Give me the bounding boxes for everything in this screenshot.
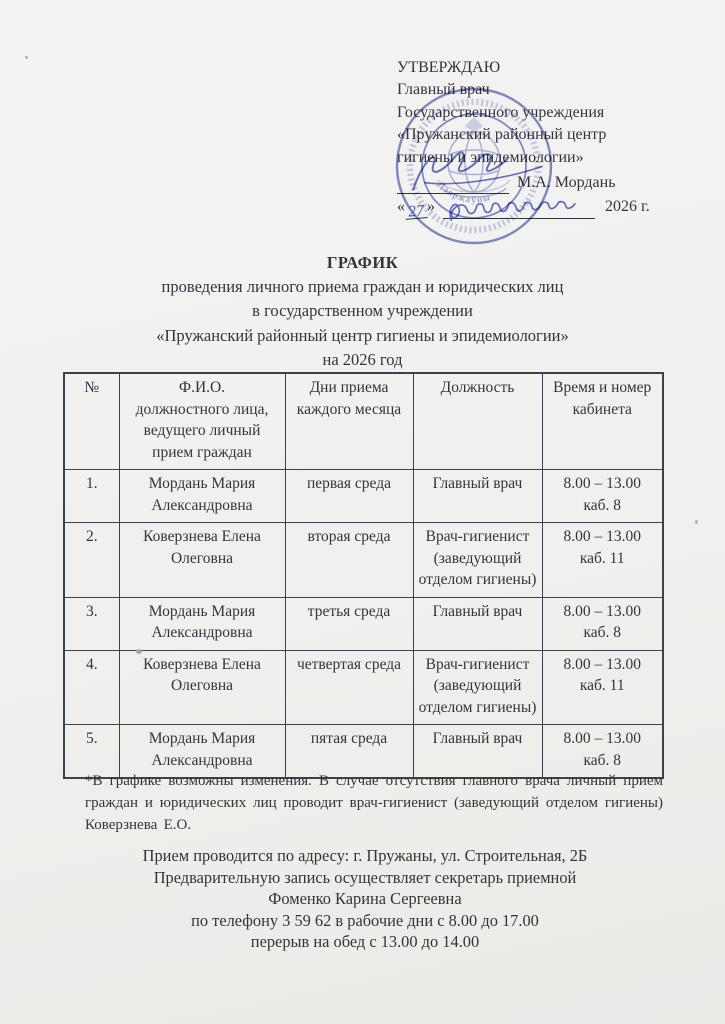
cell-position: Главный врач [413,470,542,523]
approver-name: М.А. Мордань [517,174,616,192]
table-row [64,597,663,650]
cell-name: Мордань Мария Александровна [119,470,285,523]
cell-name: Мордань Мария Александровна [119,725,285,779]
cell-days: первая среда [285,470,413,523]
title-line: на 2026 год [322,349,403,369]
scan-smudge [136,649,142,654]
title-line: проведения личного приема граждан и юридических лиц [161,277,564,297]
table-header-row [64,373,663,470]
cell-days: третья среда [285,597,413,650]
col-header-time: Время и номер кабинета [542,373,663,470]
title-line: «Пружанский районный центр гигиены и эпидемиологии» [156,325,569,345]
col-header-number: № [64,373,119,470]
quote-close: » [427,198,435,216]
scan-smudge [25,56,28,59]
col-header-position: Должность [413,373,542,470]
cell-name: Коверзнева Елена Олеговна [119,523,285,598]
cell-time: 8.00 – 13.00 каб. 11 [542,650,663,725]
title-line-main: ГРАФИК [326,253,399,272]
approval-line: «Пружанский районный центр [397,126,607,144]
cell-number: 1. [64,470,119,523]
cell-days: четвертая среда [285,650,413,725]
contact-line-address: Прием проводится по адресу: г. Пружаны, ул. Строительная, 2Б [142,846,588,865]
cell-name: Коверзнева Елена Олеговна [119,650,285,725]
cell-position: Главный врач [413,597,542,650]
contact-line-secretary: Фоменко Карина Сергеевна [268,889,462,909]
document-title [0,251,725,372]
cell-number: 4. [64,650,119,725]
table-row [64,725,663,779]
table-row [64,470,663,523]
cell-number: 5. [64,725,119,779]
handwritten-signature [402,143,552,193]
cell-number: 3. [64,597,119,650]
quote-open: « [397,198,405,216]
handwritten-day: 27 [404,200,427,220]
cell-days: пятая среда [285,725,413,779]
stamp-visible-text: Дзяржаўны [435,179,493,206]
col-header-name: Ф.И.О. должностного лица, ведущего личный прием граждан [119,373,285,470]
cell-days: вторая среда [285,523,413,598]
approval-line: Главный врач [397,81,490,99]
cell-number: 2. [64,523,119,598]
cell-position: Врач-гигиенист (заведующий отделом гигиены) [413,650,542,725]
cell-time: 8.00 – 13.00 каб. 11 [542,523,663,598]
cell-time: 8.00 – 13.00 каб. 8 [542,470,663,523]
approval-line: гигиены и эпидемиологии» [397,148,584,166]
cell-position: Врач-гигиенист (заведующий отделом гигиены) [413,523,542,598]
cell-time: 8.00 – 13.00 каб. 8 [542,597,663,650]
col-header-days: Дни приема каждого месяца [285,373,413,470]
table-row [64,650,663,725]
cell-time: 8.00 – 13.00 каб. 8 [542,725,663,779]
title-line: в государственном учреждении [252,301,473,321]
scan-smudge [695,520,698,524]
footnote: *В графике возможны изменения. В случае отсутствия главного врача личный прием граждан и юридических лиц проводит врач-гигиенист (заведующий отделом гигиены) Коверзнева Е.О. [85,773,663,833]
contact-line-phone: по телефону 3 59 62 в рабочие дни с 8.00 до 17.00 [191,910,539,930]
cell-position: Главный врач [413,725,542,779]
approval-line: Государственного учреждения [397,103,605,121]
schedule-table [63,372,664,779]
contact-line-booking: Предварительную запись осуществляет секретарь приемной [153,867,577,887]
cell-name: Мордань Мария Александровна [119,597,285,650]
contact-info [15,845,715,953]
table-row [64,523,663,598]
year-label: 2026 г. [605,198,650,216]
approval-line: УТВЕРЖДАЮ [397,59,501,76]
contact-line-lunch: перерыв на обед с 13.00 до 14.00 [250,932,480,952]
